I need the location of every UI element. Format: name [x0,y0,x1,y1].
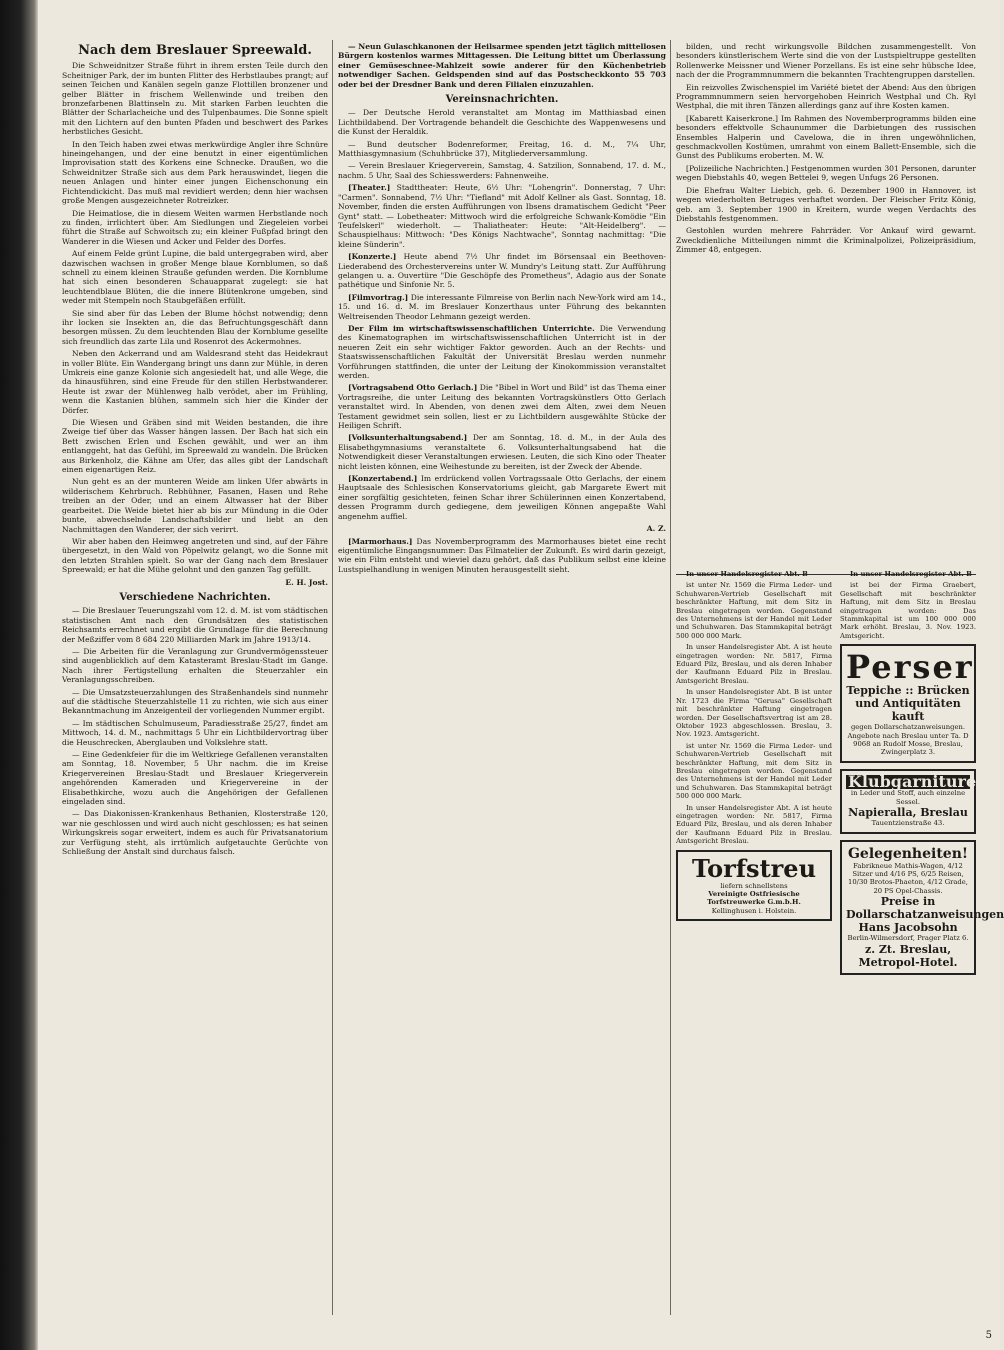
torfstreu-text: liefern schnellstens [720,881,788,890]
news-item: — Eine Gedenkfeier für die im Weltkriege Gefallenen veranstalten am Sonntag, 18. November, 5 Uhr nachm. die im Kreise Kriegervereinen Breslau-Stadt und Breslauer Kriegerverein angehörenden Kameraden und Kriegervereine in der Elisabethkirche, wozu auch die Angehörigen der Gefallenen eingeladen sind. [62,750,328,807]
register-entry: ist unter Nr. 1569 die Firma Leder- und Schuhwaren-Vertrieb Gesellschaft mit beschränkter Haftung, mit dem Sitz in Breslau eingetragen worden. Gegenstand des Unternehmens ist der Handel mit Leder und Schuhwaren. Das Stammkapital beträgt 500 000 000 Mark. [676,741,832,801]
ads-right-column [840,570,1004,1330]
register-entry: In unser Handelsregister Abt. A ist heute eingetragen worden: Nr. 5817, Firma Eduard Pilz, Breslau, und als deren Inhaber der Kaufmann Eduard Pilz in Breslau. Amtsgericht Breslau. [676,643,832,685]
paragraph: Die Wiesen und Gräben sind mit Weiden bestanden, die ihre Zweige tief über das Wasser hängen lassen. Der Bach hat sich ein Bett zwischen Erlen und Eschen gewählt, und wer an ihm entlanggeht, hat das Gefühl, im Spreewald zu wandeln. Die Brücken aus Birkenholz, die Kähne am Ufer, das alles gibt der Landschaft einen eigenartigen Reiz. [62,418,328,475]
column-rule [332,40,333,1315]
perser-text: gegen Dollarschatzanweisungen. Angebote nach Breslau unter Ta. D 9068 an Rudolf Mosse, Breslau, Zwingerplatz 3. [847,723,969,757]
konzertabend-label: [Konzertabend.] [348,474,418,484]
news-item: — Die Umsatzsteuerzahlungen des Straßenhandels sind nunmehr auf die städtische Steuerzahlstelle 11 zu richten, wie sich aus einer Bekanntmachung im Anzeigenteil der vorliegenden Nummer ergibt. [62,687,328,716]
page-number: 5 [985,1330,992,1341]
lead-item: — Neun Gulaschkanonen der Heilsarmee spenden jetzt täglich mittellosen Bürgern kostenlos warmes Mittagessen. Die Leitung bittet um Überlassung einer Gemüseschnee-Mahlzeit sowie anderer für den Küchenbetrieb notwendiger Sachen. Geldspenden sind auf das Postscheckkonto 55 703 oder bei der Dresdner Bank und deren Filialen einzuzahlen. [338,42,666,89]
section-title-vereine: Vereinsnachrichten. [445,94,559,106]
news-item: — Die Arbeiten für die Veranlagung zur Grundvermögenssteuer sind augenblicklich auf dem Katasteramt Breslau-Stadt im Gange. Nach ihrer Fertigstellung erhalten die Steuerzahler ein Veranlagungsschreiben. [62,646,328,685]
vortrag-text: Die "Bibel in Wort und Bild" ist das Thema einer Vortragsreihe, die unter Leitung des bekannten Vortragskünstlers Otto Gerlach veranstaltet wird. In Abenden, von denen zwei dem Alten, zwei dem Neuen Testament gewidmet sein sollen, liest er zu Lichtbildern ausgewählte Stücke der Heiligen Schrift. [338,383,666,431]
paragraph: Die Ehefrau Walter Liebich, geb. 6. Dezember 1900 in Hannover, ist wegen wiederholten Betruges verhaftet worden. Der Fleischer Fritz König, geb. am 3. September 1900 in Kreitern, wurde wegen Verdachts des Diebstahls festgenommen. [676,185,976,223]
ads-left-column [676,570,832,1330]
torfstreu-ad [676,850,832,922]
club-item: — Bund deutscher Bodenreformer, Freitag, 16. d. M., 7¼ Uhr, Matthiasgymnasium (Schuhbrücke 37), Mitgliederversammlung. [338,139,666,159]
perser-word: Perser [846,648,974,687]
article-signature: E. H. Jost. [285,577,328,587]
club-item: — Verein Breslauer Kriegerverein, Samstag, 4. Satzilion, Sonnabend, 17. d. M., nachm. 5 Uhr, Saal des Schiesswerders: Fahnenweihe. [338,161,666,180]
paragraph: Die Heimatlose, die in diesem Weiten warmen Herbstlande noch zu finden, irrlichtert über. Am Siedlungen und Ziegeleien vorbei führt die Straße auf Schwoitsch zu; ein kleiner Fußpfad bringt den Wanderer in die Wiesen und Acker und Felder des Dorfes. [62,208,328,246]
volks-text: Der am Sonntag, 18. d. M., in der Aula des Elisabethgymnasiums veranstaltete 6. Volksunterhaltungsabend hat die Notwendigkeit dieser Veranstaltungen erwiesen. Leuten, die sich Kino oder Theater nicht leisten können, eine Weihestunde zu bereiten, ist der Zweck der Abende. [338,433,666,471]
wiss-label: Der Film im wirtschaftswissenschaftlichen Unterrichte. [348,323,595,333]
preise-company: Hans Jacobsohn [858,921,958,935]
register-entry: ist bei der Firma Graebert, Gesellschaft mit beschränkter Haftung, mit dem Sitz in Breslau eingetragen worden: Das Stammkapital ist um 100 000 000 Mark erhöht. Breslau, 3. Nov. 1923. Amtsgericht. [840,581,976,640]
gelegen-word: Gelegenheiten! [847,845,969,862]
paragraph: [Polizeiliche Nachrichten.] Festgenommen wurden 301 Personen, darunter wegen Diebstahls 40, wegen Bettelei 9, wegen Unfugs 26 Personen. [676,163,976,183]
paragraph: Sie sind aber für das Leben der Blume höchst notwendig; denn ihr locken sie Insekten an, die das Befruchtungsgeschäft dann besorgen müssen. Zu dem leuchtenden Blau der Kornblume gesellte sich freundlich das zarte Lila und Rosenrot des Ackermohnes. [62,308,328,346]
gelegen-text: Fabrikneue Mathis-Wagen, 4/12 Sitzer und 4/16 PS, 6/25 Reisen, 10/30 Brotos-Phaeton, 4/12 Grade, 20 PS Opel-Chassis. [848,861,968,895]
column-2 [338,42,666,1302]
paragraph: Ein reizvolles Zwischenspiel im Variété bietet der Abend: Aus den übrigen Programmnummern seien hervorgehoben Heinrich Westphal und Ch. Ryl Westphal, die mit ihren Tänzen allerdings ganz auf ihre Kosten kamen. [676,82,976,111]
book-spine [0,0,38,1350]
paragraph: Gestohlen wurden mehrere Fahrräder. Vor Ankauf wird gewarnt. Zweckdienliche Mitteilungen nimmt die Kriminalpolizei, Polizeipräsidium, Zimmer 48, entgegen. [676,226,976,255]
preise-text: Berlin-Wilmersdorf, Prager Platz 6. [847,934,969,943]
news-item: — Die Breslauer Teuerungszahl vom 12. d. M. ist vom städtischen statistischen Amt nach den Grundsätzen des statistischen Reichsamts errechnet und ergibt die Grundlage für die Berechnung der Meßziffer vom 8 684 220 Milliarden Mark im Jahre 1913/14. [62,606,328,644]
section-title-verschiedene: Verschiedene Nachrichten. [119,591,271,603]
column-1 [62,42,328,1302]
news-item: — Das Diakonissen-Krankenhaus Bethanien, Klosterstraße 120, war nie geschlossen und wird auch nicht geschlossen; es hat seinen Wirkungskreis sogar erweitert, indem es auch für Privatsanatorium zur Verfügung steht, als irrtümlich aufgetauchte Gerüchte von Schließung der Anstalt sind durchaus falsch. [62,809,328,857]
theater-text: Stadttheater: Heute, 6½ Uhr: "Lohengrin". Donnerstag, 7 Uhr: "Carmen". Sonnabend, 7½ Uhr: "Tiefland" mit Adolf Kellner als Gast. Sonntag, 18. November, finden die ersten Aufführungen von Ibsens dramatischem Gedicht "Peer Gynt" statt. — Lobetheater: Mittwoch wird die erfolgreiche Schwank-Komödie "Ein Teufelskerl" wiederholt. — Thaliatheater: Heute: "Alt-Heidelberg". — Schauspielhaus: Mittwoch: "Des Königs Nachtwache", Sonntag nachmittag: "Die kleine Sünderin". [338,183,666,249]
wiss-text: Die Verwendung des Kinematographen im wirtschaftswissenschaftlichen Unterricht ist in der neueren Zeit ein sehr wichtiger Faktor geworden. Auch an der Rechts- und Staatswissenschaftlichen Fakultät der Universität Breslau werden nunmehr Vorführungen stattfinden, die unter der Leitung der Kinokommission veranstaltet werden. [338,323,666,380]
club-item: — Der Deutsche Herold veranstaltet am Montag im Matthiasbad einen Lichtbildabend. Der Vortragende behandelt die Geschichte des Wappenwesens und die Kunst der Heraldik. [338,108,666,137]
volks-label: [Volksunterhaltungsabend.] [348,433,468,443]
klubgarnituren-ad [840,769,988,834]
preise-word: Preise in Dollarschatzanweisungen [846,895,1004,922]
paragraph: Die Schweidnitzer Straße führt in ihrem ersten Teile durch den Scheitniger Park, der im bunten Flitter des Herbstlaubes prangt; auf seinen Teichen und Kanälen segeln ganze Flottillen bronzener und gelber Blätter in frischem Wellenwinde und treiben den bronzefarbenen Blattinseln zu. Mit starken Farben leuchten die Blätter der Scharlacheiche und des Tulpenbaumes. Die Sonne spielt mit den Lichtern auf den bunten Pfaden und beschwert des Parkes herbstliches Gesicht. [62,61,328,137]
column-3 [676,42,976,562]
paragraph: Auf einem Felde grünt Lupine, die bald untergegraben wird, aber dazwischen wachsen in großer Menge blaue Kornblumen, so daß schnell zu einem kleinen Strauße gefunden werden. Die Kornblume hat sich einen besonderen Schauapparat zugelegt: sie hat leuchtendblaue Blüten, die die innere Blütenkrone umgeben, sind weder mit Stempeln noch Staubgefäßen erfüllt. [62,249,328,306]
film-label: [Filmvortrag.] [348,292,409,302]
klub-company: Napieralla, Breslau [848,806,968,820]
perser-kauft: kauft [891,710,925,724]
perser-sub: Teppiche :: Brücken und Antiquitäten [846,684,970,711]
register-entry: ist unter Nr. 1569 die Firma Leder- und Schuhwaren-Vertrieb Gesellschaft mit beschränkter Haftung, mit dem Sitz in Breslau eingetragen worden. Gegenstand des Unternehmens ist der Handel mit Leder und Schuhwaren. Das Stammkapital beträgt 500 000 000 Mark. [676,581,832,640]
vortrag-label: [Vortragsabend Otto Gerlach.] [348,383,478,393]
news-item: — Im städtischen Schulmuseum, Paradiesstraße 25/27, findet am Mittwoch, 14. d. M., nachmittags 5 Uhr ein Lichtbildervortrag über die Heuschrecken, Aberglauben und Volkslehre statt. [62,718,328,747]
klub-text: in Leder und Stoff, auch einzelne Sessel. [850,789,966,806]
register-title: In unser Handelsregister Abt. B [686,570,808,578]
register-title: In unser Handelsregister Abt. B [850,570,972,578]
paragraph: [Kabarett Kaiserkrone.] Im Rahmen des Novemberprogramms bilden eine besonders effektvolle Schaunummer die Darbietungen des russischen Ensembles Halperin und Cavelowa, die in ihren ungewöhnlichen, geschmackvollen Kostümen, umrahmt von einem Ballett-Ensemble, sich die Gunst des Publikums eroberten. M. W. [676,113,976,161]
klub-address: Tauentzienstraße 43. [871,819,945,828]
konzertabend-text: Im erdrückend vollen Vortragssaale Otto Gerlachs, der einem Hauptsaale des Schlesischen Konservatoriums gleicht, gab Margarete Ewert mit einer sorgfältig gesichteten, feinen Schar ihrer Schülerinnen einen Konzertabend, dessen Programm durch gediegene, dem jeweiligen Können angepaßte Wahl angenehm auffiel. [338,474,666,521]
headline-spreewald: Nach dem Breslauer Spreewald. [78,43,312,58]
klub-word: Klubgarnituren [848,771,988,791]
theater-label: [Theater.] [348,183,391,193]
gelegenheiten-ad [840,840,1004,975]
marmor-label: [Marmorhaus.] [348,536,413,546]
article-signature: A. Z. [646,524,666,534]
paragraph: Neben den Ackerrand und am Waldesrand steht das Heidekraut in voller Blüte. Ein Wandergang bringt uns dann zur Mühle, in deren Umkreis eine ganze Kolonie sich angesiedelt hat, und alle Wege, die da hinausführen, sind eine Freude für den stillen Herbstwanderer. Heute ist zwar der Mühlenweg halb verödet, aber im Frühling, wenn die Kastanien blühen, sammeln sich hier die Kinder der Dörfer. [62,349,328,415]
column-rule [670,40,671,1315]
register-entry: In unser Handelsregister Abt. A ist heute eingetragen worden: Nr. 5817, Firma Eduard Pilz, Breslau, und als deren Inhaber der Kaufmann Eduard Pilz in Breslau. Amtsgericht Breslau. [676,803,832,846]
konzert-text: Heute abend 7½ Uhr findet im Börsensaal ein Beethoven-Liederabend des Orchestervereins unter W. Mundry's Leitung statt. Zur Aufführung gelangen u. a. Ouvertüre "Die Geschöpfe des Prometheus", Adagio aus der Sonate pathétique und Sinfonie Nr. 5. [338,252,666,290]
paragraph: Wir aber haben den Heimweg angetreten und sind, auf der Fähre übergesetzt, in den Wald von Pöpelwitz gelangt, wo die Sonne mit den letzten Strahlen spielt. So war der Gang nach dem Breslauer Spreewald; er hat die Mühe gelohnt und den ganzen Tag gefüllt. [62,536,328,575]
register-entry: In unser Handelsregister Abt. B ist unter Nr. 1723 die Firma "Gerusa" Gesellschaft mit beschränkter Haftung eingetragen worden. Der Gesellschaftsvertrag ist am 28. Oktober 1923 abgeschlossen. Breslau, 3. Nov. 1923. Amtsgericht. [676,688,832,739]
advertisement-area [676,570,1004,1330]
torfstreu-place: Kellinghusen i. Holstein. [711,906,797,915]
perser-ad [840,644,976,763]
konzert-label: [Konzerte.] [348,252,397,262]
preise-location: z. Zt. Breslau, Metropol-Hotel. [858,942,958,969]
paragraph: Nun geht es an der munteren Weide am linken Ufer abwärts in wilderischem Kehrbruch. Rebhühner, Fasanen, Hasen und Rehe treiben an der Oder, und an einem Altwasser hat der Biber gearbeitet. Die Weide bietet hier ab bis zur Mündung in die Oder bunte, abwechselnde Landschaftsbilder und liebt an den Nachmittagen den Wanderer, der sich verirrt. [62,477,328,534]
film-text: Die interessante Filmreise von Berlin nach New-York wird am 14., 15. und 16. d. M. im Breslauer Konzerthaus unter Führung des bekannten Weltreisenden Theodor Lehmann gezeigt werden. [338,292,666,321]
paragraph: In den Teich haben zwei etwas merkwürdige Angler ihre Schnüre hineingehangen, und der eine benutzt in einer eigentümlichen Improvisation statt des Korkens eine Schnecke. Draußen, wo die Schweidnitzer Straße sich aus dem Park herauswindet, liegen die neuen Anlagen und hinter einer jungen Eichenschonung ein Fichtendickicht. Das muß mal revidiert werden; denn hier wachsen große Mengen ausgezeichneter Rotreizker. [62,139,328,206]
torfstreu-company: Vereinigte Ostfriesische Torfstreuwerke G.m.b.H. [707,890,801,907]
paragraph: bilden, und recht wirkungsvolle Bildchen zusammengestellt. Von besonders künstlerischem Werte sind die von der Lustspieltruppe gestellten Rollenwerke Meissner und Wiener Porzellans. Es ist eine sehr hübsche Idee, nach der die Programmnummern die bekannten Trachtengruppen darstellen. [676,42,976,80]
torfstreu-word: Torfstreu [691,853,817,883]
marmor-text: Das Novemberprogramm des Marmorhauses bietet eine recht eigentümliche Eingangsnummer: Das Filmatelier der Zukunft. Es wird darin gezeigt, wie ein Film entsteht und wieviel dazu gehört, daß das Publikum selbst eine kleine Lustspielhandlung in wenigen Minuten herausgestellt sieht. [338,536,667,574]
